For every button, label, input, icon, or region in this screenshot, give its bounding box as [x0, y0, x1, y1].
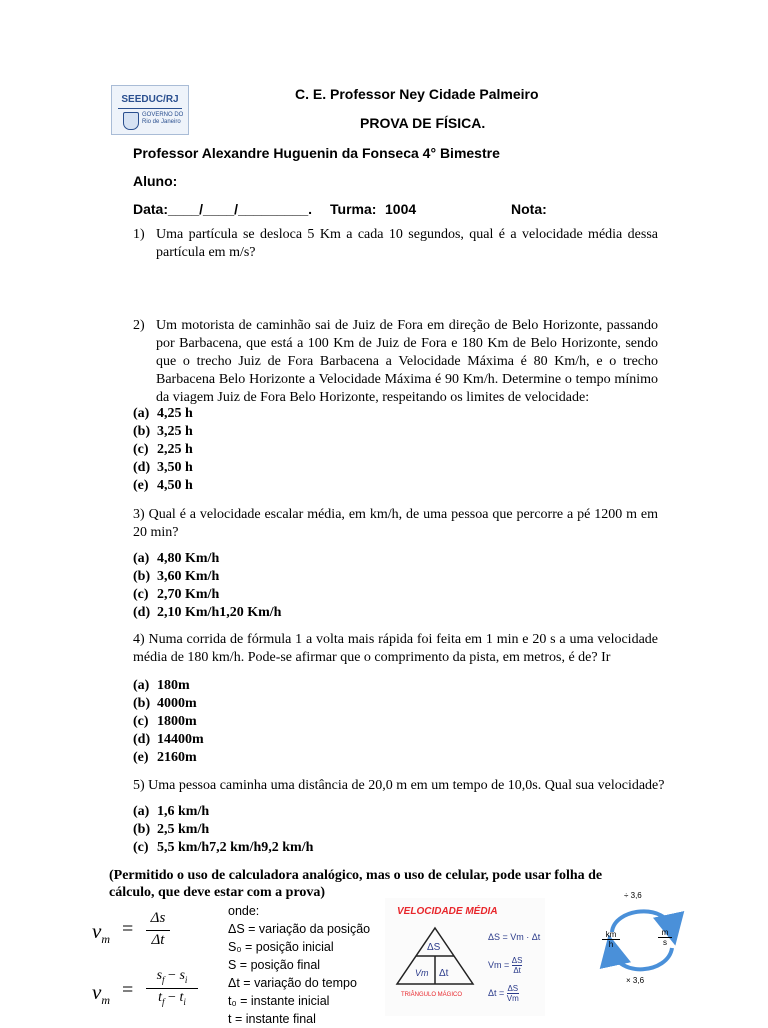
option-value: 2,25 h: [157, 442, 193, 457]
option-letter: (b): [133, 822, 151, 837]
unit-kmh: km h: [602, 930, 620, 949]
option-letter: (c): [133, 714, 149, 729]
answer-option: [133, 749, 204, 767]
answer-option: [133, 731, 204, 749]
answer-option: [133, 821, 313, 839]
formula-den-tf-ti: $t_f - t_i$: [158, 990, 186, 1007]
answer-option: [133, 405, 193, 423]
answer-option: [133, 586, 281, 604]
option-value: 1,6 km/h: [157, 804, 210, 819]
legend-line: S₀ = posição inicial: [228, 940, 334, 954]
formula-vm-1: $v_m$: [92, 919, 110, 947]
option-letter: (b): [133, 569, 151, 584]
option-value: 180m: [157, 678, 190, 693]
option-letter: (b): [133, 696, 151, 711]
formula-num-sf-si: $s_f - s_i$: [156, 968, 188, 985]
triangle-right-label: Δt: [439, 968, 449, 979]
school-name: C. E. Professor Ney Cidade Palmeiro: [295, 86, 539, 102]
question-body: Qual é a velocidade escalar média, em km/h, de uma pessoa que percorre a pé 1200 m em 20 min?: [133, 507, 658, 540]
logo-text: SEEDUC/RJ: [121, 94, 179, 105]
answer-option: [133, 550, 281, 568]
option-value: 4,50 h: [157, 478, 193, 493]
option-letter: (e): [133, 750, 149, 765]
question-text: Uma partícula se desloca 5 Km a cada 10 segundos, qual é a velocidade média dessa partícula em m/s?: [156, 227, 658, 260]
triangle-left-label: Vm: [415, 968, 429, 978]
option-value: 2160m: [157, 750, 197, 765]
formula-vm-2: $v_m$: [92, 980, 110, 1008]
conversion-top-label: ÷ 3,6: [624, 891, 642, 900]
legend-heading: onde:: [228, 904, 260, 918]
answer-option: [133, 695, 204, 713]
option-value: 1800m: [157, 714, 197, 729]
question-text: [133, 631, 658, 667]
option-letter: (d): [133, 605, 151, 620]
answer-option: [133, 713, 204, 731]
formula-equals-1: =: [122, 918, 134, 940]
option-value: 3,60 Km/h: [157, 569, 220, 584]
question-text: [133, 777, 673, 795]
answer-option: [133, 803, 313, 821]
triangle-eq-dt: Δt = $\frac{\Delta S}{Vm}$: [488, 984, 519, 1003]
formula-den-dt: Δt: [151, 932, 165, 948]
legend-line: Δt = variação do tempo: [228, 976, 357, 990]
legend-line: t₀ = instante inicial: [228, 994, 330, 1008]
grade-label: Nota:: [511, 201, 547, 217]
option-letter: (a): [133, 406, 150, 421]
answer-options: [133, 803, 313, 857]
question-body: Uma pessoa caminha uma distância de 20,0 m em um tempo de 10,0s. Qual sua velocidade?: [148, 778, 665, 793]
option-letter: (d): [133, 460, 151, 475]
option-letter: (b): [133, 424, 151, 439]
formula-num-ds: Δs: [150, 910, 166, 926]
answer-option: [133, 423, 193, 441]
conversion-bottom-label: × 3,6: [626, 976, 645, 985]
seeduc-logo: [111, 85, 189, 135]
option-value: 5,5 km/h7,2 km/h9,2 km/h: [157, 840, 314, 855]
logo-subtext: GOVERNO DO Rio de Janeiro: [142, 112, 184, 125]
answer-option: [133, 839, 313, 857]
formula-legend: [228, 902, 370, 1028]
answer-options: [133, 677, 204, 767]
option-value: 2,5 km/h: [157, 822, 210, 837]
logo-divider: [118, 108, 182, 109]
state-crest-icon: [123, 112, 139, 130]
option-value: 3,25 h: [157, 424, 193, 439]
option-letter: (c): [133, 840, 149, 855]
unit-conversion-diagram: [596, 890, 688, 990]
question-number: 4): [133, 632, 145, 647]
option-letter: (c): [133, 442, 149, 457]
student-label: Aluno:: [133, 173, 178, 189]
question-text: Um motorista de caminhão sai de Juiz de Fora em direção de Belo Horizonte, passando por Barbacena, que está a 100 Km de Juiz de Fora e 180 Km de Belo Horizonte, sendo que o trecho Juiz de Fora Barbacena a Velocidade Máxima é 80 Km/h, e o trecho Barbacena Belo Horizonte a Velocidade Máxima é 90 Km/h. Determine o tempo mínimo da viagem Juiz de Fora Belo Horizonte, respeitando os limites de velocidade:: [156, 318, 658, 405]
magic-triangle-icon: [395, 926, 475, 988]
answer-option: [133, 477, 193, 495]
magic-triangle-image: [385, 898, 545, 1016]
option-letter: (d): [133, 732, 151, 747]
triangle-top-label: ΔS: [427, 942, 441, 953]
class-value: 1004: [385, 201, 417, 217]
answer-option: [133, 677, 204, 695]
option-letter: (a): [133, 678, 150, 693]
option-value: 3,50 h: [157, 460, 193, 475]
question-text: [133, 506, 658, 542]
unit-ms: m s: [658, 928, 672, 947]
exam-title: PROVA DE FÍSICA.: [360, 115, 486, 131]
teacher-line: Professor Alexandre Huguenin da Fonseca 4° Bimestre: [133, 145, 500, 161]
legend-line: S = posição final: [228, 958, 321, 972]
option-value: 14400m: [157, 732, 204, 747]
triangle-eq-ds: ΔS = Vm · Δt: [488, 932, 541, 942]
triangle-eq-vm: Vm = $\frac{\Delta S}{\Delta t}$: [488, 956, 523, 975]
option-value: 4000m: [157, 696, 197, 711]
triangle-caption: TRIÂNGULO MÁGICO: [401, 992, 463, 998]
fraction-bar: [146, 930, 170, 931]
option-letter: (a): [133, 804, 150, 819]
date-field: Data:____/____/_________.: [133, 201, 313, 217]
answer-option: [133, 604, 281, 622]
legend-line: t = instante final: [228, 1012, 316, 1026]
question-body: Numa corrida de fórmula 1 a volta mais rápida foi feita em 1 min e 20 s a uma velocidade média de 180 km/h. Pode-se afirmar que o comprimento da pista, em metros, é de? Ir: [133, 632, 659, 665]
option-value: 4,80 Km/h: [157, 551, 220, 566]
formula-equals-2: =: [122, 979, 134, 1001]
option-letter: (a): [133, 551, 150, 566]
question-number: 5): [133, 778, 145, 793]
velocity-formulas: [88, 908, 228, 1024]
calculator-note: (Permitido o uso de calculadora analógico, mas o uso de celular, pode usar folha de cálculo, que deve estar com a prova): [109, 868, 603, 900]
option-letter: (e): [133, 478, 149, 493]
option-value: 2,10 Km/h1,20 Km/h: [157, 605, 282, 620]
answer-option: [133, 441, 193, 459]
question-number: 3): [133, 507, 145, 522]
option-value: 2,70 Km/h: [157, 587, 220, 602]
legend-line: ΔS = variação da posição: [228, 922, 371, 936]
answer-option: [133, 568, 281, 586]
question-number: 1): [133, 227, 145, 242]
triangle-title: VELOCIDADE MÉDIA: [397, 906, 498, 917]
answer-options: [133, 405, 193, 495]
option-letter: (c): [133, 587, 149, 602]
fraction-bar: [146, 988, 198, 989]
question-number: 2): [133, 318, 145, 333]
class-label: Turma:: [330, 201, 377, 217]
option-value: 4,25 h: [157, 406, 193, 421]
answer-options: [133, 550, 281, 622]
answer-option: [133, 459, 193, 477]
